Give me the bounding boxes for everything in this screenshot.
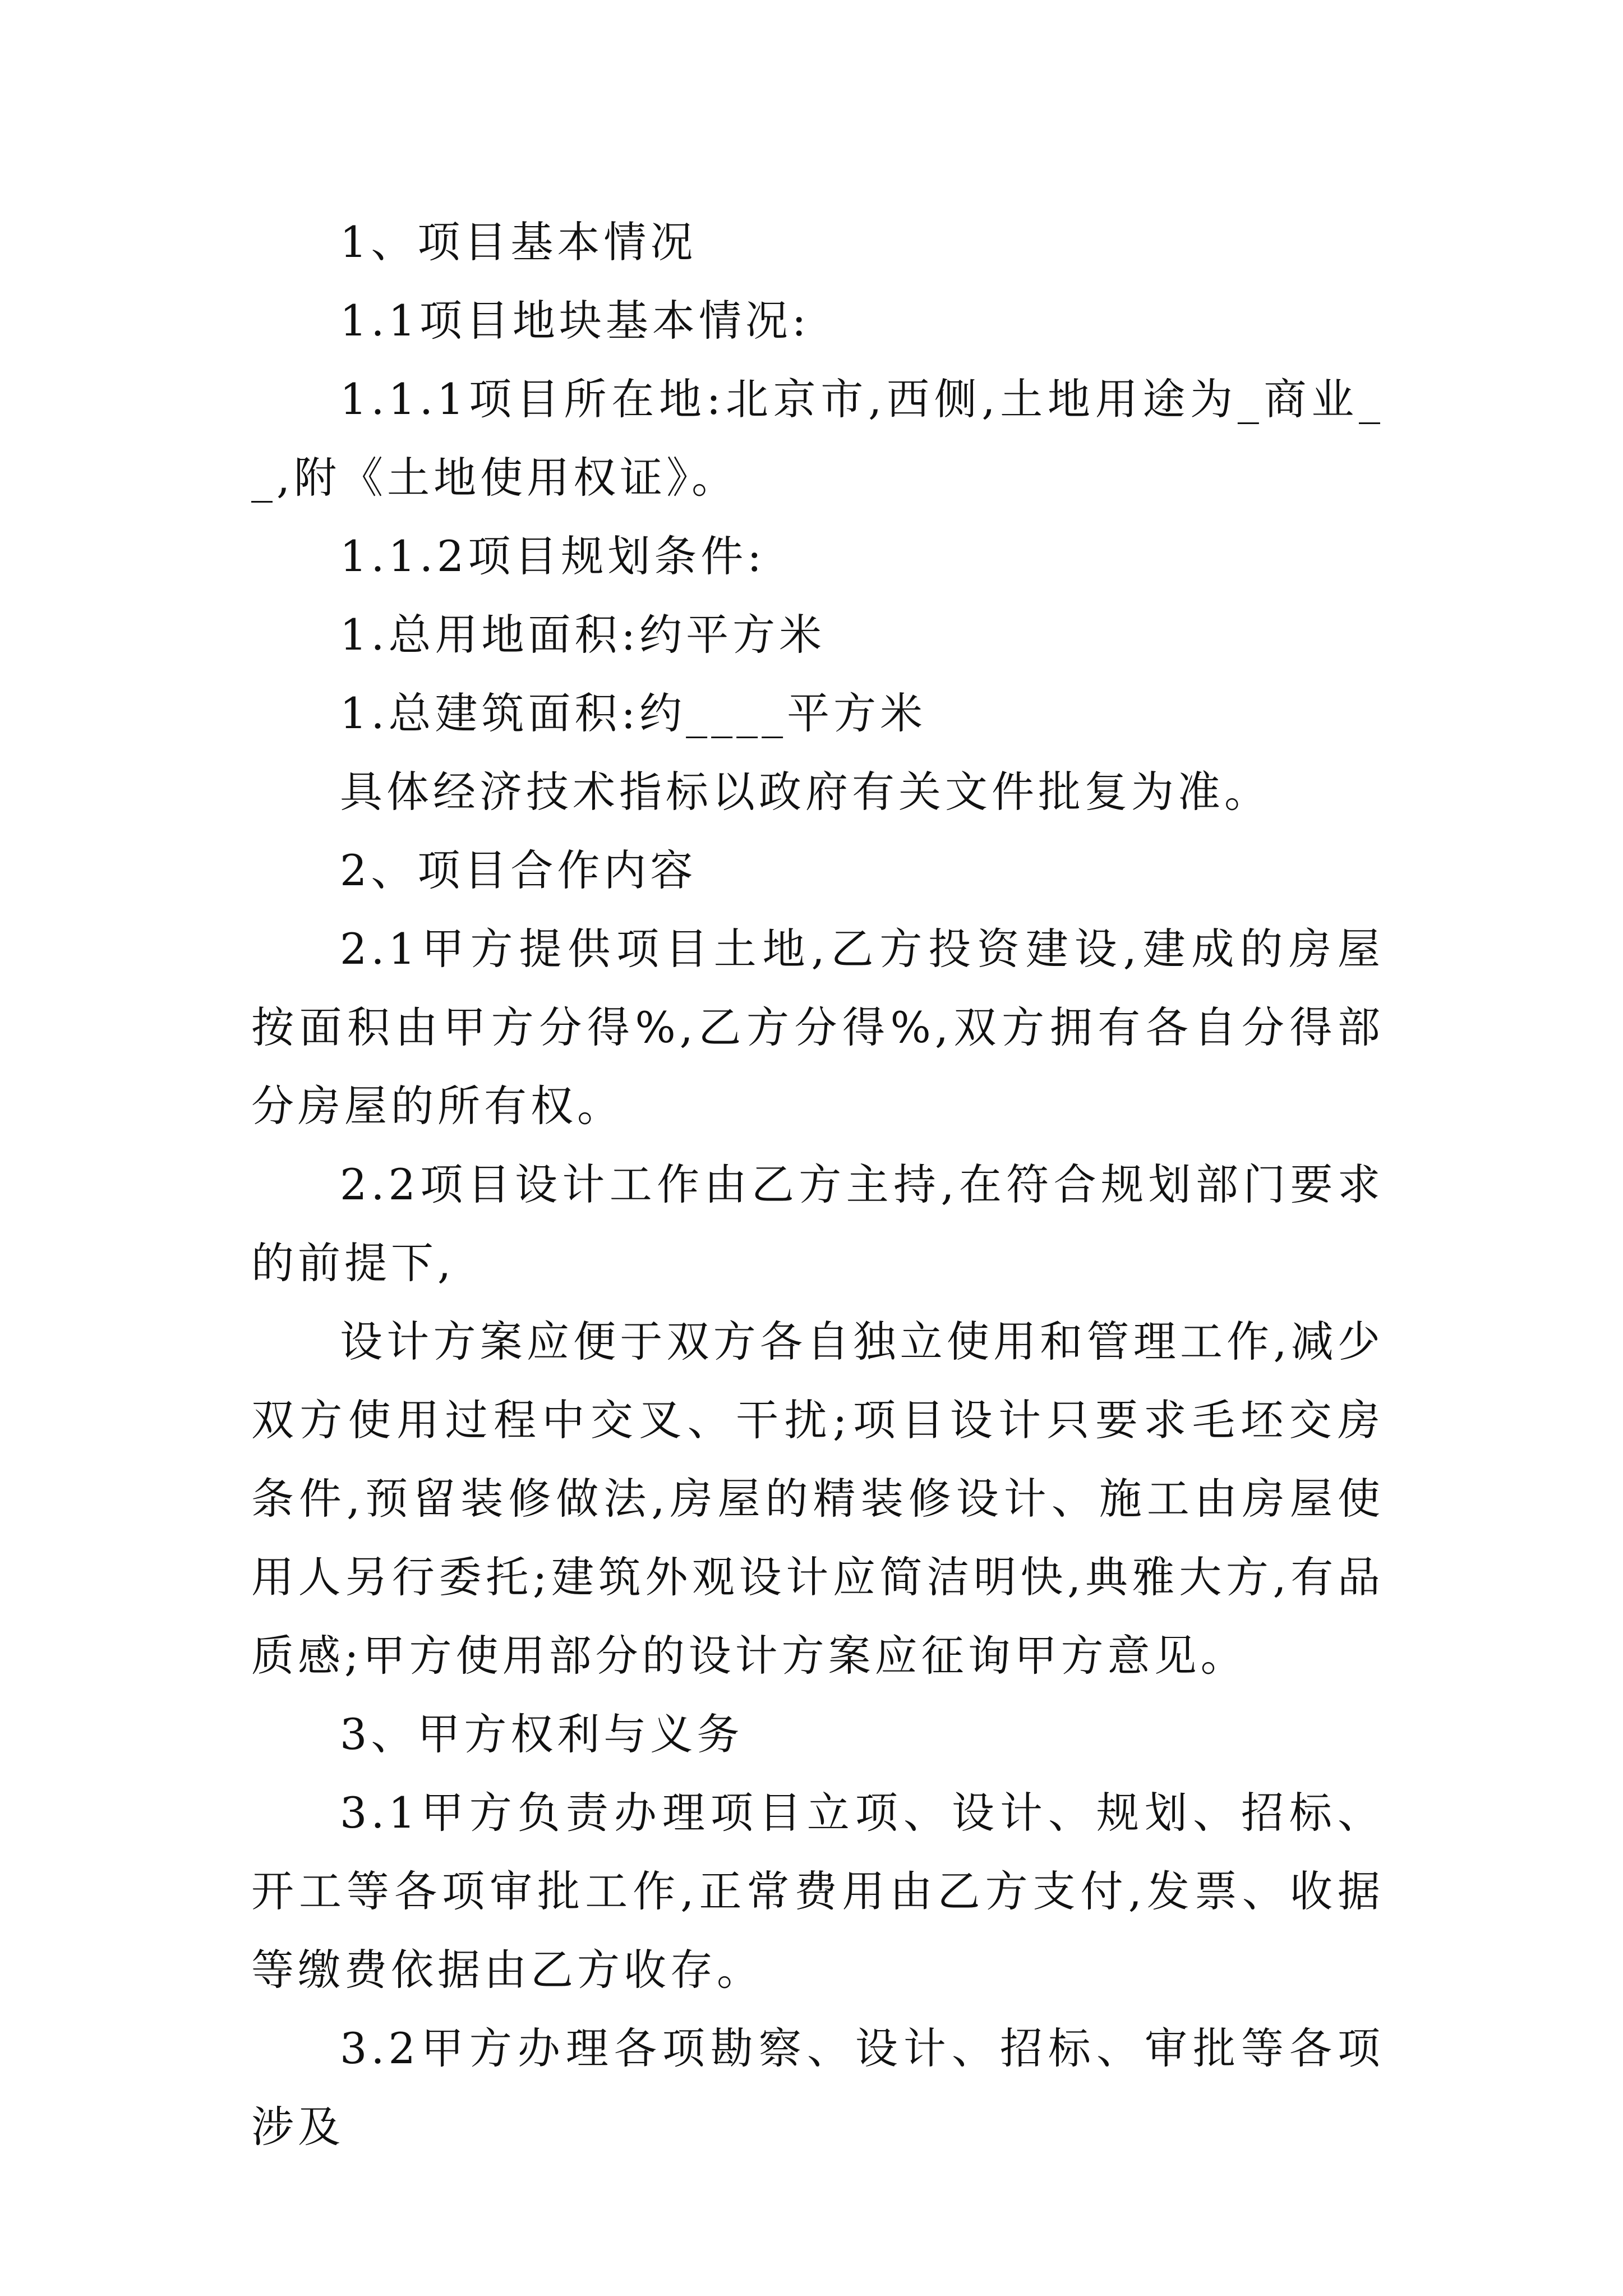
item-total-land-area: 1.总用地面积:约平方米 [340,610,826,660]
item-total-building-area: 1.总建筑面积:约____平方米 [340,688,927,738]
paragraph-3-2: 3.2甲方办理各项勘察、设计、招标、审批等各项涉及 [251,2023,1384,2152]
paragraph-3-1: 3.1甲方负责办理项目立项、设计、规划、招标、开工等各项审批工作,正常费用由乙方支付,发票、收据等缴费依据由乙方收存。 [251,1788,1384,1995]
paragraph-2-2: 2.2项目设计工作由乙方主持,在符合规划部门要求的前提下, [251,1159,1384,1288]
heading-section-2: 2、项目合作内容 [340,845,697,895]
paragraph-project-location: 1.1.1项目所在地:北京市,西侧,土地用途为_商业__,附《土地使用权证》。 [251,374,1384,503]
heading-section-1-1: 1.1项目地块基本情况: [340,296,810,346]
heading-section-1-1-2: 1.1.2项目规划条件: [340,531,766,581]
document-body [251,203,1384,2166]
paragraph-design-scheme: 设计方案应便于双方各自独立使用和管理工作,减少双方使用过程中交叉、干扰;项目设计只要求毛坯交房条件,预留装修做法,房屋的精装修设计、施工由房屋使用人另行委托;建筑外观设计应简洁明快,典雅大方,有品质感;甲方使用部分的设计方案应征询甲方意见。 [251,1317,1384,1681]
heading-section-3: 3、甲方权利与义务 [340,1709,744,1759]
paragraph-indicators-note: 具体经济技术指标以政府有关文件批复为准。 [340,767,1271,817]
heading-section-1: 1、项目基本情况 [340,217,697,267]
paragraph-2-1: 2.1甲方提供项目土地,乙方投资建设,建成的房屋按面积由甲方分得%,乙方分得%,双方拥有各自分得部分房屋的所有权。 [251,924,1384,1131]
